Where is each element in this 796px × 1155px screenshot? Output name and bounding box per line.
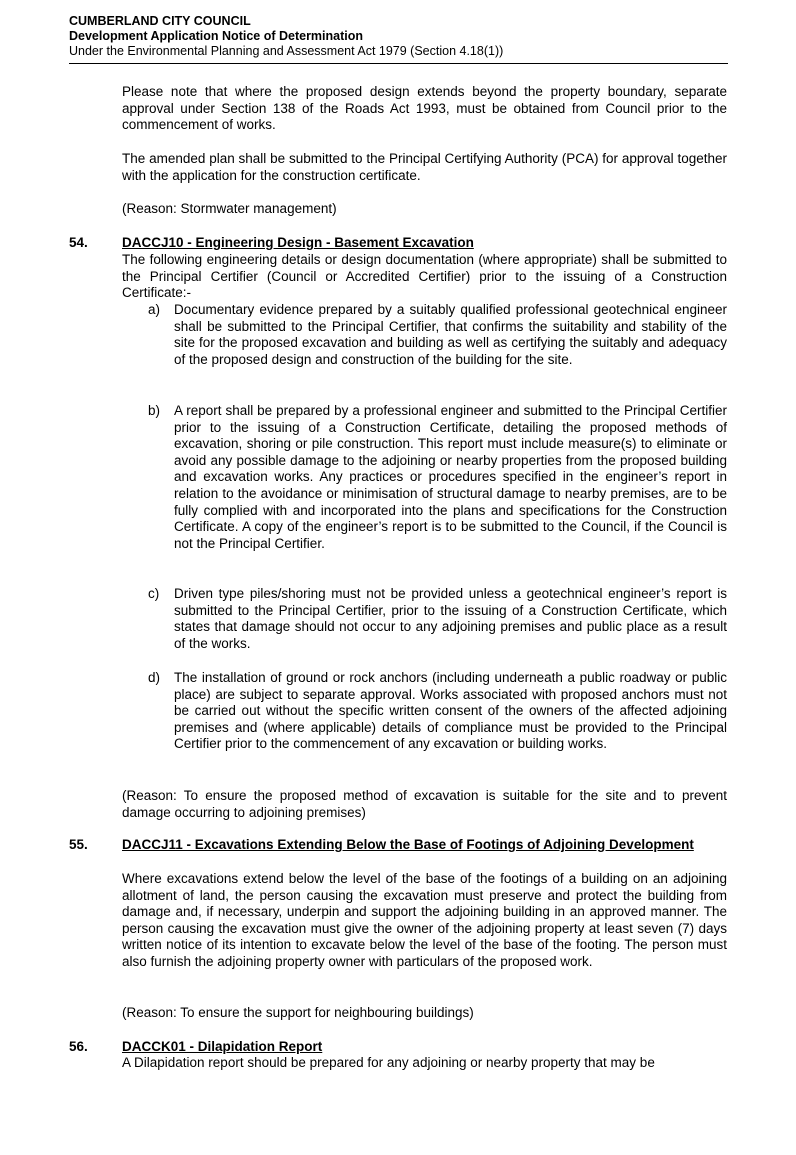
item-label: c): [148, 586, 160, 601]
condition-54-number: 54.: [69, 235, 88, 250]
condition-54-lead: The following engineering details or design documentation (where appropriate) shall be submitted to the Principal Certifier (Council or Accredited Certifier) prior to the issuing of a Construction Certificate:-: [122, 252, 727, 301]
condition-55-body: Where excavations extend below the level of the base of the footings of a building on an adjoining allotment of land, the person causing the excavation must preserve and protect the building from damage and, if necessary, underpin and support the adjoining building in an approved manner. The person causing the excavation must give the owner of the adjoining property at least seven (7) days written notice of its intention to excavate below the level of the base of the footing. The person must also furnish the adjoining property owner with particulars of the proposed work.: [122, 871, 727, 969]
intro-paragraph-1: Please note that where the proposed design extends beyond the property boundary, separate approval under Section 138 of the Roads Act 1993, must be obtained from Council prior to the commencement of works.: [122, 84, 727, 133]
intro-paragraph-2: The amended plan shall be submitted to the Principal Certifying Authority (PCA) for approval together with the application for the construction certificate.: [122, 151, 727, 183]
condition-56-body: A Dilapidation report should be prepared for any adjoining or nearby property that may be: [122, 1055, 655, 1070]
item-label: b): [148, 403, 161, 418]
intro-reason: (Reason: Stormwater management): [122, 201, 337, 216]
condition-54-reason: (Reason: To ensure the proposed method of excavation is suitable for the site and to prevent damage occurring to adjoining premises): [122, 788, 727, 820]
item-text: The installation of ground or rock anchors (including underneath a public roadway or public place) are subject to separate approval. Works associated with proposed anchors must not be carried out without the specific written consent of the owners of the affected adjoining premises and (where applicable) details of compliance must be provided to the Principal Certifier prior to the commencement of any excavation or building works.: [174, 670, 727, 752]
condition-54-item-b: [122, 403, 727, 552]
condition-54-heading: [122, 235, 727, 252]
condition-54-item-a: [122, 302, 727, 368]
condition-55-reason: (Reason: To ensure the support for neighbouring buildings): [122, 1005, 474, 1020]
item-text: A report shall be prepared by a professional engineer and submitted to the Principal Certifier prior to the issuing of a Construction Certificate, detailing the proposed methods of excavation, shoring or pile construction. This report must include measure(s) to eliminate or avoid any possible damage to the adjoining or nearby properties from the proposed building and excavation works. Any practices or procedures specified in the engineer’s report in relation to the avoidance or minimisation of structural damage to nearby premises, are to be fully complied with and incorporated into the plans and specifications for the Construction Certificate. A copy of the engineer’s report is to be submitted to the Council, if the Council is not the Principal Certifier.: [174, 403, 727, 551]
condition-56-heading: [122, 1039, 727, 1056]
condition-55-heading: [122, 837, 727, 854]
item-text: Documentary evidence prepared by a suitably qualified professional geotechnical engineer shall be submitted to the Principal Certifier, that confirms the suitability and stability of the site for the proposed excavation and building as well as certifying the suitably and adequacy of the proposed design and construction of the building for the site.: [174, 302, 727, 367]
item-label: a): [148, 302, 161, 317]
page-header: [69, 14, 728, 59]
header-divider: [69, 63, 728, 64]
council-name: CUMBERLAND CITY COUNCIL: [69, 14, 251, 28]
condition-54-title: DACCJ10 - Engineering Design - Basement Excavation: [122, 235, 474, 250]
condition-54-item-c: [122, 586, 727, 652]
condition-54-item-d: [122, 670, 727, 753]
condition-55-title: DACCJ11 - Excavations Extending Below the Base of Footings of Adjoining Development: [122, 837, 694, 852]
condition-55-number: 55.: [69, 837, 88, 852]
condition-56-number: 56.: [69, 1039, 88, 1054]
document-title: Development Application Notice of Determination: [69, 29, 364, 43]
item-text: Driven type piles/shoring must not be provided unless a geotechnical engineer’s report is submitted to the Principal Certifier, prior to the issuing of a Construction Certificate, which states that damage should not occur to any adjoining premises and public place as a result of the works.: [174, 586, 727, 651]
act-reference: Under the Environmental Planning and Assessment Act 1979 (Section 4.18(1)): [69, 44, 504, 58]
item-label: d): [148, 670, 161, 685]
condition-56-title: DACCK01 - Dilapidation Report: [122, 1039, 323, 1054]
